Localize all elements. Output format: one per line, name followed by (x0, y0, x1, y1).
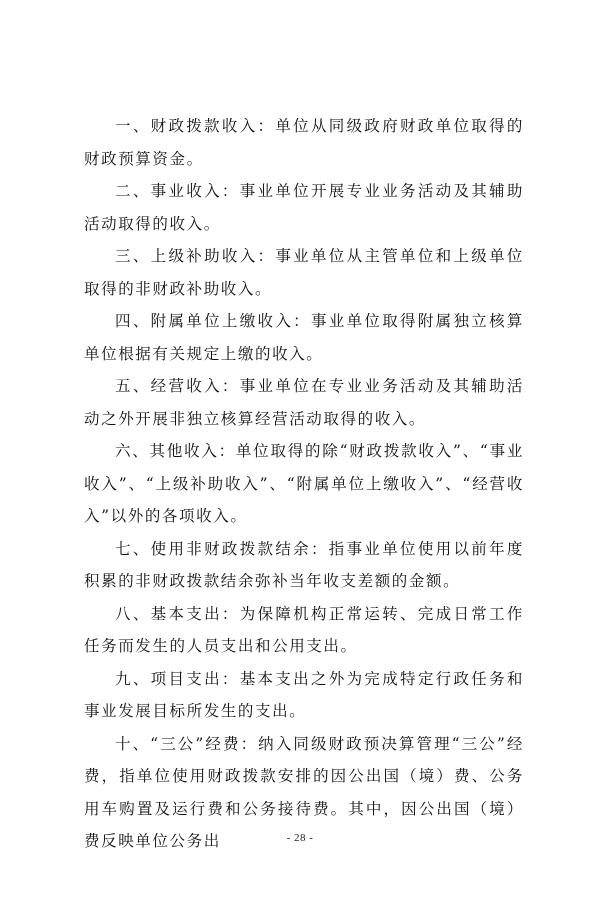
paragraph-project-expenditure: 九、项目支出：基本支出之外为完成特定行政任务和事业发展目标所发生的支出。 (84, 669, 524, 720)
paragraph-other-income: 六、其他收入：单位取得的除“财政拨款收入”、“事业收入”、“上级补助收入”、“附属单位上缴收入”、“经营收入”以外的各项收入。 (84, 442, 524, 525)
paragraph-three-public-expenses: 十、“三公”经费：纳入同级财政预决算管理“三公”经费，指单位使用财政拨款安排的因公出国（境）费、公务用车购置及运行费和公务接待费。其中，因公出国（境）费反映单位公务出 (84, 734, 524, 850)
paragraph-fiscal-appropriation-income: 一、财政拨款收入：单位从同级政府财政单位取得的财政预算资金。 (84, 117, 524, 168)
paragraph-non-fiscal-balance-use: 七、使用非财政拨款结余：指事业单位使用以前年度积累的非财政拨款结余弥补当年收支差额的金额。 (84, 539, 524, 590)
paragraph-superior-subsidy-income: 三、上级补助收入：事业单位从主管单位和上级单位取得的非财政补助收入。 (84, 247, 524, 298)
document-body (84, 110, 524, 858)
paragraph-business-income: 二、事业收入：事业单位开展专业业务活动及其辅助活动取得的收入。 (84, 182, 524, 233)
paragraph-basic-expenditure: 八、基本支出：为保障机构正常运转、完成日常工作任务而发生的人员支出和公用支出。 (84, 604, 524, 655)
page-number: - 28 - (286, 832, 314, 844)
paragraph-affiliated-unit-income: 四、附属单位上缴收入：事业单位取得附属独立核算单位根据有关规定上缴的收入。 (84, 312, 524, 363)
paragraph-operating-income: 五、经营收入：事业单位在专业业务活动及其辅助活动之外开展非独立核算经营活动取得的收入。 (84, 377, 524, 428)
